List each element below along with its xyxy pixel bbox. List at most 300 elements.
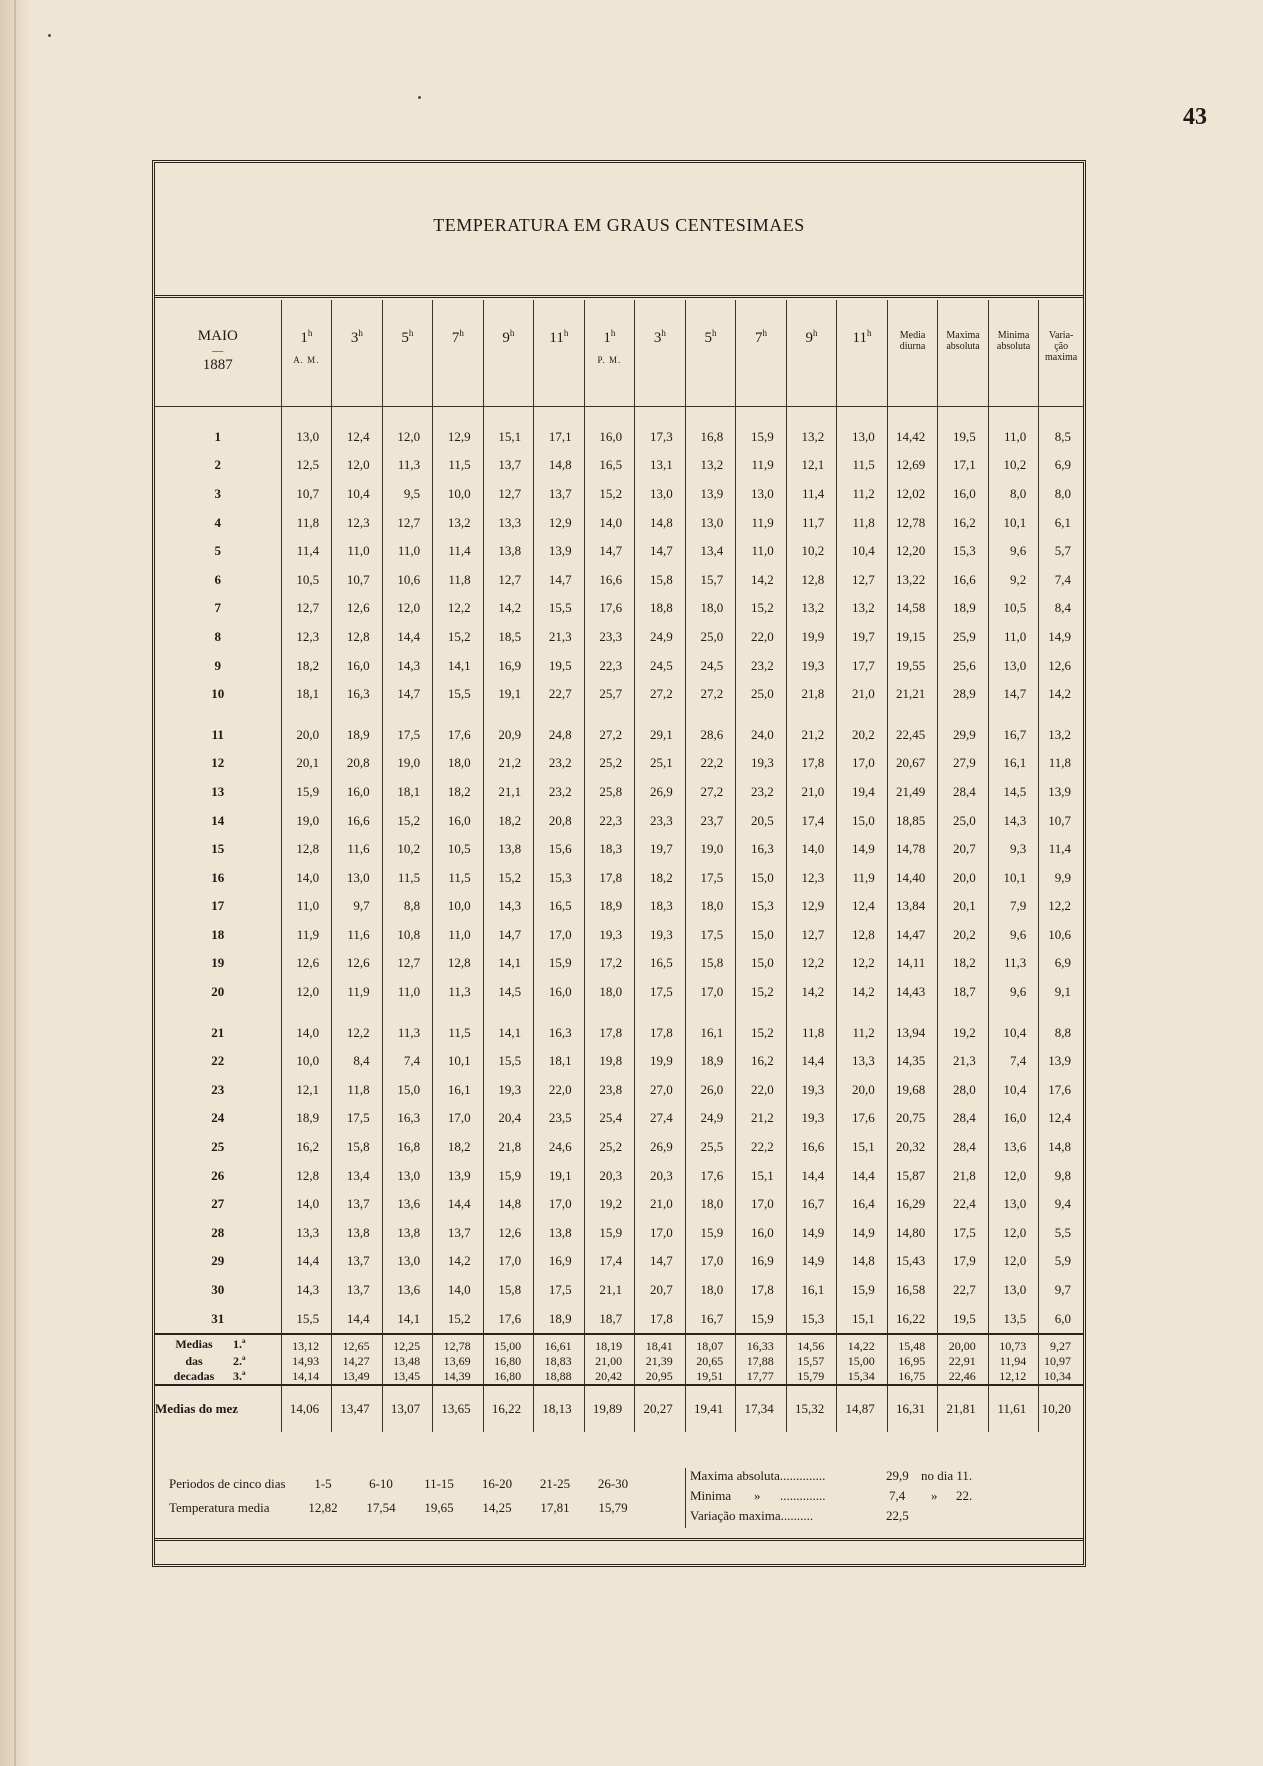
value-cell: 20,3: [584, 1161, 635, 1190]
value-cell: 19,0: [281, 806, 332, 835]
day-cell: 7: [214, 600, 222, 616]
value-cell: 21,3: [938, 1047, 989, 1076]
decade-value: 9,27: [1039, 1334, 1083, 1354]
value-cell: 20,1: [281, 749, 332, 778]
decade-value: 18,88: [534, 1369, 585, 1385]
value-cell: 7,4: [988, 1047, 1039, 1076]
value-cell: 11,0: [332, 537, 383, 566]
value-cell: 24,9: [635, 623, 686, 652]
value-cell: 21,8: [483, 1133, 534, 1162]
day-cell: 3: [214, 485, 222, 501]
minima-header-line: Minima: [997, 330, 1030, 341]
value-cell: 21,1: [483, 778, 534, 807]
value-cell: 27,9: [938, 749, 989, 778]
min-ditto-mark: »: [754, 1488, 761, 1503]
value-cell: 17,4: [786, 806, 837, 835]
value-cell: 14,4: [786, 1161, 837, 1190]
value-cell: 21,0: [837, 680, 888, 709]
value-cell: 15,43: [887, 1247, 938, 1276]
paper-speck: [48, 34, 51, 37]
value-cell: 15,1: [483, 406, 534, 451]
value-cell: 11,0: [382, 537, 433, 566]
decade-label-cell: [155, 1354, 281, 1369]
max-day: no dia 11.: [921, 1468, 973, 1483]
value-cell: 13,2: [1039, 708, 1083, 749]
value-cell: 22,3: [584, 806, 635, 835]
value-cell: 16,3: [736, 835, 787, 864]
value-cell: 18,85: [887, 806, 938, 835]
value-cell: 12,7: [382, 949, 433, 978]
hour-label: 7$^h$: [754, 328, 767, 346]
value-cell: 16,6: [584, 565, 635, 594]
extremes-block: [685, 1468, 1020, 1528]
value-cell: 16,8: [382, 1133, 433, 1162]
value-cell: 21,2: [483, 749, 534, 778]
value-cell: 15,2: [382, 806, 433, 835]
value-cell: 13,2: [433, 508, 484, 537]
hour-header: [837, 300, 888, 406]
value-cell: 10,5: [988, 594, 1039, 623]
value-cell: 18,0: [685, 1190, 736, 1219]
hour-header: [433, 300, 484, 406]
value-cell: 16,2: [281, 1133, 332, 1162]
value-cell: 17,7: [837, 651, 888, 680]
value-cell: 21,1: [584, 1276, 635, 1305]
value-cell: 19,0: [382, 749, 433, 778]
value-cell: 16,0: [938, 480, 989, 509]
period-range: 11-15: [424, 1476, 454, 1491]
decade-value: 12,25: [382, 1334, 433, 1354]
value-cell: 10,4: [988, 1006, 1039, 1047]
value-cell: 13,6: [382, 1276, 433, 1305]
table-header-row: [155, 300, 1083, 406]
day-cell: 19: [211, 955, 225, 971]
value-cell: 13,0: [988, 651, 1039, 680]
decade-value: 14,27: [332, 1354, 383, 1369]
decade-mean-row: [155, 1369, 1083, 1385]
table-row: [155, 749, 1083, 778]
value-cell: 25,0: [685, 623, 736, 652]
hour-header: [685, 300, 736, 406]
value-cell: 19,55: [887, 651, 938, 680]
value-cell: 11,8: [332, 1076, 383, 1105]
value-cell: 11,4: [281, 537, 332, 566]
value-cell: 14,80: [887, 1219, 938, 1248]
value-cell: 11,0: [281, 892, 332, 921]
periods-label: Periodos de cinco dias: [169, 1476, 286, 1491]
value-cell: 13,9: [1039, 778, 1083, 807]
decade-value: 13,45: [382, 1369, 433, 1385]
decade-value: 14,56: [786, 1334, 837, 1354]
value-cell: 15,1: [736, 1161, 787, 1190]
value-cell: 14,0: [786, 835, 837, 864]
monthly-mean-value: 11,61: [988, 1385, 1039, 1432]
value-cell: 18,7: [938, 978, 989, 1007]
value-cell: 14,8: [483, 1190, 534, 1219]
value-cell: 11,9: [736, 508, 787, 537]
value-cell: 14,2: [483, 594, 534, 623]
pm-label: P. M.: [597, 355, 622, 365]
value-cell: 18,9: [332, 708, 383, 749]
hour-label: 3$^h$: [653, 328, 666, 346]
value-cell: 10,1: [988, 508, 1039, 537]
value-cell: 14,9: [1039, 623, 1083, 652]
value-cell: 14,4: [433, 1190, 484, 1219]
hour-label: 1$^h$: [300, 328, 313, 346]
monthly-mean-value: 14,87: [837, 1385, 888, 1432]
value-cell: 13,0: [988, 1276, 1039, 1305]
table-row: [155, 623, 1083, 652]
minima-header-line: absoluta: [996, 341, 1031, 352]
day-cell: 12: [211, 755, 225, 771]
value-cell: 12,2: [786, 949, 837, 978]
value-cell: 27,2: [635, 680, 686, 709]
day-cell: 11: [211, 726, 224, 742]
value-cell: 18,0: [584, 978, 635, 1007]
value-cell: 13,3: [837, 1047, 888, 1076]
value-cell: 14,0: [433, 1276, 484, 1305]
value-cell: 14,2: [786, 978, 837, 1007]
decade-word: decadas: [173, 1369, 215, 1384]
value-cell: 13,0: [685, 508, 736, 537]
day-cell: 23: [211, 1081, 225, 1097]
value-cell: 14,9: [786, 1219, 837, 1248]
value-cell: 16,0: [332, 778, 383, 807]
monthly-mean-value: 18,13: [534, 1385, 585, 1432]
decade-value: 13,48: [382, 1354, 433, 1369]
table-row: [155, 708, 1083, 749]
value-cell: 12,8: [332, 623, 383, 652]
decade-value: 10,97: [1039, 1354, 1083, 1369]
value-cell: 18,9: [938, 594, 989, 623]
value-cell: 12,6: [1039, 651, 1083, 680]
value-cell: 14,7: [988, 680, 1039, 709]
value-cell: 13,0: [382, 1247, 433, 1276]
value-cell: 9,6: [988, 921, 1039, 950]
day-cell: 1: [214, 428, 222, 444]
value-cell: 15,9: [281, 778, 332, 807]
value-cell: 15,3: [736, 892, 787, 921]
value-cell: 15,9: [736, 406, 787, 451]
value-cell: 17,8: [635, 1304, 686, 1334]
value-cell: 15,6: [534, 835, 585, 864]
decade-value: 13,12: [281, 1334, 332, 1354]
min-value: 7,4: [889, 1488, 906, 1503]
monthly-mean-value: 17,34: [736, 1385, 787, 1432]
value-cell: 8,0: [1039, 480, 1083, 509]
value-cell: 19,8: [584, 1047, 635, 1076]
value-cell: 22,45: [887, 708, 938, 749]
bottom-divider: [155, 1538, 1083, 1541]
value-cell: 11,2: [837, 1006, 888, 1047]
value-cell: 11,9: [281, 921, 332, 950]
value-cell: 17,0: [736, 1190, 787, 1219]
value-cell: 12,6: [483, 1219, 534, 1248]
value-cell: 18,1: [382, 778, 433, 807]
value-cell: 15,5: [281, 1304, 332, 1334]
value-cell: 12,1: [281, 1076, 332, 1105]
period-temps-row: [169, 1500, 270, 1516]
value-cell: 17,2: [584, 949, 635, 978]
var-label: Variação maxima..........: [690, 1508, 814, 1523]
value-cell: 16,7: [988, 708, 1039, 749]
value-cell: 26,9: [635, 1133, 686, 1162]
max-value: 29,9: [886, 1468, 909, 1483]
value-cell: 9,7: [332, 892, 383, 921]
value-cell: 22,0: [534, 1076, 585, 1105]
hour-label: 11$^h$: [852, 328, 872, 346]
value-cell: 12,6: [281, 949, 332, 978]
value-cell: 12,02: [887, 480, 938, 509]
value-cell: 19,3: [786, 651, 837, 680]
value-cell: 17,0: [685, 1247, 736, 1276]
value-cell: 21,49: [887, 778, 938, 807]
value-cell: 17,5: [635, 978, 686, 1007]
am-label: A. M.: [293, 355, 320, 365]
decade-value: 21,00: [584, 1354, 635, 1369]
hour-label: 5$^h$: [704, 328, 717, 346]
day-cell: 18: [211, 926, 225, 942]
value-cell: 13,7: [332, 1276, 383, 1305]
value-cell: 22,2: [685, 749, 736, 778]
value-cell: 25,7: [584, 680, 635, 709]
value-cell: 10,4: [332, 480, 383, 509]
value-cell: 20,2: [938, 921, 989, 950]
variacao-header-line: ção: [1054, 341, 1069, 352]
value-cell: 20,0: [938, 863, 989, 892]
value-cell: 13,2: [786, 406, 837, 451]
value-cell: 16,0: [988, 1104, 1039, 1133]
hour-header: [736, 300, 787, 406]
decade-value: 16,61: [534, 1334, 585, 1354]
value-cell: 23,2: [736, 651, 787, 680]
day-cell: 15: [211, 841, 225, 857]
value-cell: 11,9: [837, 863, 888, 892]
decade-tag: 2.ª: [233, 1354, 246, 1369]
value-cell: 19,2: [938, 1006, 989, 1047]
value-cell: 13,6: [988, 1133, 1039, 1162]
value-cell: 13,2: [837, 594, 888, 623]
table-row: [155, 508, 1083, 537]
period-range: 21-25: [539, 1476, 571, 1491]
value-cell: 14,58: [887, 594, 938, 623]
value-cell: 12,5: [281, 451, 332, 480]
value-cell: 18,1: [281, 680, 332, 709]
value-cell: 21,2: [736, 1104, 787, 1133]
value-cell: 14,2: [1039, 680, 1083, 709]
table-row: [155, 594, 1083, 623]
value-cell: 11,6: [332, 921, 383, 950]
value-cell: 15,8: [685, 949, 736, 978]
value-cell: 24,5: [635, 651, 686, 680]
value-cell: 14,5: [483, 978, 534, 1007]
value-cell: 12,6: [332, 949, 383, 978]
period-temp: 17,81: [540, 1500, 570, 1515]
min-label: Minima: [690, 1488, 732, 1503]
value-cell: 14,3: [281, 1276, 332, 1305]
value-cell: 14,0: [281, 863, 332, 892]
day-cell: 10: [211, 686, 225, 702]
decade-value: 14,39: [433, 1369, 484, 1385]
value-cell: 17,8: [584, 1006, 635, 1047]
value-cell: 15,2: [736, 978, 787, 1007]
value-cell: 17,6: [837, 1104, 888, 1133]
value-cell: 28,4: [938, 1133, 989, 1162]
value-cell: 28,6: [685, 708, 736, 749]
value-cell: 12,0: [281, 978, 332, 1007]
value-cell: 10,2: [382, 835, 433, 864]
value-cell: 12,7: [281, 594, 332, 623]
value-cell: 11,4: [433, 537, 484, 566]
value-cell: 27,2: [685, 778, 736, 807]
day-cell: 31: [211, 1310, 225, 1326]
value-cell: 23,8: [584, 1076, 635, 1105]
table-row: [155, 537, 1083, 566]
day-cell: 26: [211, 1167, 225, 1183]
value-cell: 11,0: [988, 406, 1039, 451]
value-cell: 21,2: [786, 708, 837, 749]
value-cell: 20,7: [635, 1276, 686, 1305]
value-cell: 19,3: [584, 921, 635, 950]
value-cell: 13,9: [534, 537, 585, 566]
value-cell: 18,9: [534, 1304, 585, 1334]
monthly-mean-value: 13,65: [433, 1385, 484, 1432]
hour-header: [786, 300, 837, 406]
day-cell: 28: [211, 1224, 225, 1240]
value-cell: 10,0: [433, 892, 484, 921]
monthly-mean-value: 20,27: [635, 1385, 686, 1432]
value-cell: 10,6: [382, 565, 433, 594]
value-cell: 17,1: [938, 451, 989, 480]
value-cell: 15,2: [483, 863, 534, 892]
value-cell: 20,67: [887, 749, 938, 778]
var-value: 22,5: [886, 1508, 909, 1523]
value-cell: 11,9: [332, 978, 383, 1007]
value-cell: 13,3: [281, 1219, 332, 1248]
value-cell: 25,5: [685, 1133, 736, 1162]
period-temp: 14,25: [482, 1500, 512, 1515]
extreme-var-row: [690, 1508, 1020, 1528]
value-cell: 19,5: [938, 1304, 989, 1334]
min-day: 22.: [956, 1488, 973, 1503]
decade-value: 15,00: [483, 1334, 534, 1354]
decade-value: 16,75: [887, 1369, 938, 1385]
value-cell: 6,1: [1039, 508, 1083, 537]
hour-label: 7$^h$: [451, 328, 464, 346]
value-cell: 22,7: [938, 1276, 989, 1305]
value-cell: 21,8: [786, 680, 837, 709]
decade-value: 14,14: [281, 1369, 332, 1385]
value-cell: 16,0: [584, 406, 635, 451]
decade-value: 16,80: [483, 1354, 534, 1369]
day-cell: 17: [211, 898, 225, 914]
decade-value: 20,65: [685, 1354, 736, 1369]
value-cell: 17,5: [534, 1276, 585, 1305]
value-cell: 10,8: [382, 921, 433, 950]
value-cell: 5,5: [1039, 1219, 1083, 1248]
value-cell: 17,8: [635, 1006, 686, 1047]
value-cell: 15,0: [382, 1076, 433, 1105]
value-cell: 11,5: [433, 451, 484, 480]
decade-value: 22,46: [938, 1369, 989, 1385]
value-cell: 18,3: [635, 892, 686, 921]
monthly-mean-value: 19,89: [584, 1385, 635, 1432]
value-cell: 16,4: [837, 1190, 888, 1219]
table-row: [155, 892, 1083, 921]
value-cell: 15,8: [332, 1133, 383, 1162]
media-header-line: Media: [899, 330, 926, 341]
value-cell: 11,8: [1039, 749, 1083, 778]
value-cell: 15,2: [736, 1006, 787, 1047]
value-cell: 18,2: [433, 778, 484, 807]
value-cell: 26,9: [635, 778, 686, 807]
value-cell: 29,9: [938, 708, 989, 749]
value-cell: 14,1: [483, 949, 534, 978]
value-cell: 13,8: [382, 1219, 433, 1248]
value-cell: 14,40: [887, 863, 938, 892]
decade-value: 13,69: [433, 1354, 484, 1369]
value-cell: 16,2: [938, 508, 989, 537]
decade-value: 15,48: [887, 1334, 938, 1354]
variacao-header-line: maxima: [1045, 352, 1078, 363]
value-cell: 21,0: [635, 1190, 686, 1219]
value-cell: 15,8: [483, 1276, 534, 1305]
value-cell: 8,4: [332, 1047, 383, 1076]
value-cell: 11,3: [382, 451, 433, 480]
max-label: Maxima absoluta..............: [690, 1468, 826, 1483]
table-row: [155, 451, 1083, 480]
value-cell: 17,6: [1039, 1076, 1083, 1105]
value-cell: 10,0: [281, 1047, 332, 1076]
value-cell: 15,1: [837, 1133, 888, 1162]
period-range: 26-30: [597, 1476, 629, 1491]
value-cell: 14,11: [887, 949, 938, 978]
value-cell: 15,1: [837, 1304, 888, 1334]
value-cell: 17,0: [635, 1219, 686, 1248]
value-cell: 25,0: [736, 680, 787, 709]
day-cell: 16: [211, 869, 225, 885]
value-cell: 11,9: [736, 451, 787, 480]
value-cell: 24,5: [685, 651, 736, 680]
value-cell: 14,8: [837, 1247, 888, 1276]
value-cell: 10,1: [433, 1047, 484, 1076]
value-cell: 13,84: [887, 892, 938, 921]
value-cell: 20,0: [837, 1076, 888, 1105]
value-cell: 12,7: [382, 508, 433, 537]
value-cell: 12,2: [433, 594, 484, 623]
value-cell: 16,1: [988, 749, 1039, 778]
value-cell: 17,0: [433, 1104, 484, 1133]
table-row: [155, 1161, 1083, 1190]
value-cell: 13,7: [332, 1190, 383, 1219]
value-cell: 12,0: [332, 451, 383, 480]
value-cell: 9,9: [1039, 863, 1083, 892]
page-number: 43: [1183, 104, 1207, 130]
value-cell: 15,8: [635, 565, 686, 594]
maxima-header: [938, 300, 989, 406]
table-row: [155, 1006, 1083, 1047]
value-cell: 14,7: [584, 537, 635, 566]
value-cell: 22,7: [534, 680, 585, 709]
value-cell: 19,9: [635, 1047, 686, 1076]
value-cell: 20,75: [887, 1104, 938, 1133]
monthly-mean-row: [155, 1385, 1083, 1432]
period-range: 1-5: [314, 1476, 332, 1491]
value-cell: 15,0: [736, 921, 787, 950]
hour-header: [635, 300, 686, 406]
value-cell: 22,3: [584, 651, 635, 680]
hour-header: [483, 300, 534, 406]
